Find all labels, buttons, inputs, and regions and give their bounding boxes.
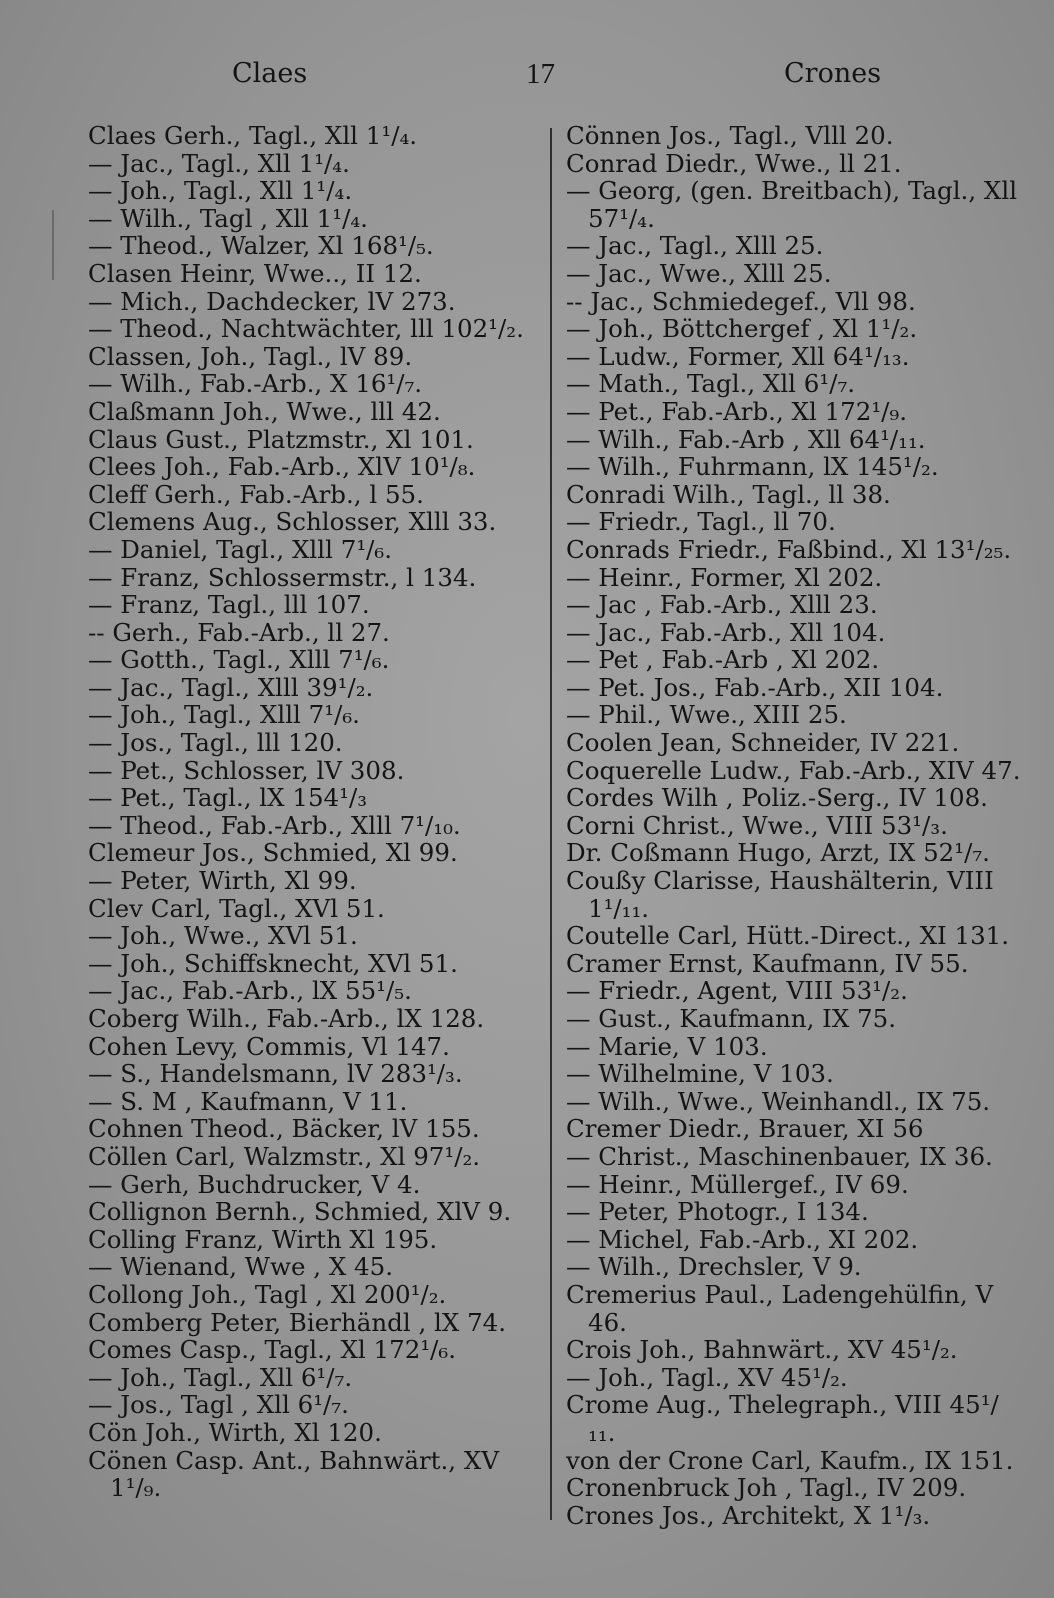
header-last-name: Crones [784,58,882,89]
directory-entry: — Peter, Photogr., I 134. [566,1197,869,1227]
directory-entry: -- Gerh., Fab.-Arb., ll 27. [88,617,390,647]
directory-entry: — Wienand, Wwe , X 45. [88,1252,394,1282]
directory-entry: — Phil., Wwe., XIII 25. [566,700,847,730]
directory-entry: — Jos., Tagl., lll 120. [88,728,343,758]
directory-entry: von der Crone Carl, Kaufm., IX 151. [566,1445,1014,1475]
directory-entry: Corni Christ., Wwe., VIII 53¹/₃. [566,810,948,840]
directory-entry: — Wilh., Fuhrmann, lX 145¹/₂. [566,452,939,482]
directory-entry: Coutelle Carl, Hütt.-Direct., XI 131. [566,921,1010,951]
directory-entry: Dr. Coßmann Hugo, Arzt, IX 52¹/₇. [566,838,990,868]
directory-entry: Clees Joh., Fab.-Arb., XlV 10¹/₈. [88,452,476,482]
directory-entry: — Pet , Fab.-Arb , Xl 202. [566,645,880,675]
directory-entry: Claes Gerh., Tagl., Xll 1¹/₄. [88,121,418,150]
directory-entry: — Gust., Kaufmann, IX 75. [566,1004,897,1033]
directory-entry: Cohen Levy, Commis, Vl 147. [88,1031,450,1061]
directory-entry: Claus Gust., Platzmstr., Xl 101. [88,424,474,454]
directory-entry: Crome Aug., Thelegraph., VIII 45¹/₁₁. [566,1390,999,1447]
directory-entry: — Jac., Tagl., Xlll 25. [566,231,824,261]
directory-entry: Comberg Peter, Bierhändl , lX 74. [88,1307,507,1337]
directory-entry: Clemens Aug., Schlosser, Xlll 33. [88,507,497,537]
directory-entry: — Peter, Wirth, Xl 99. [88,866,357,896]
directory-entry: Coquerelle Ludw., Fab.-Arb., XIV 47. [566,755,1021,785]
directory-entry: Cronenbruck Joh , Tagl., IV 209. [566,1473,967,1503]
directory-entry: — Heinr., Müllergef., IV 69. [566,1169,909,1199]
directory-entry: Cönnen Jos., Tagl., Vlll 20. [566,121,894,150]
directory-entry: — Ludw., Former, Xll 64¹/₁₃. [566,341,910,371]
directory-entry: Clev Carl, Tagl., XVl 51. [88,893,385,923]
directory-entry: — Joh., Böttchergef , Xl 1¹/₂. [566,314,918,344]
directory-entry: — Jac , Fab.-Arb., Xlll 23. [566,590,878,620]
directory-entry: — Friedr., Tagl., ll 70. [566,507,836,537]
directory-entry: Cleff Gerh., Fab.-Arb., l 55. [88,479,424,509]
page-number: 17 [526,58,555,90]
directory-entry: Conrads Friedr., Faßbind., Xl 13¹/₂₅. [566,534,1012,564]
directory-entry: — Wilhelmine, V 103. [566,1059,834,1089]
directory-entry: — Joh., Tagl., Xll 1¹/₄. [88,176,353,206]
directory-entry: — Gerh, Buchdrucker, V 4. [88,1169,421,1199]
directory-entry: — Franz, Tagl., lll 107. [88,590,370,620]
directory-entry: — Theod., Nachtwächter, lll 102¹/₂. [88,314,524,344]
directory-entry: — Math., Tagl., Xll 6¹/₇. [566,369,856,399]
directory-entry: Classen, Joh., Tagl., lV 89. [88,341,413,371]
directory-entry: Comes Casp., Tagl., Xl 172¹/₆. [88,1335,457,1365]
directory-entry: Cöllen Carl, Walzmstr., Xl 97¹/₂. [88,1141,481,1171]
directory-entry: Collignon Bernh., Schmied, XlV 9. [88,1197,512,1227]
directory-entry: — Joh., Tagl., XV 45¹/₂. [566,1362,848,1392]
header-first-name: Claes [232,58,308,89]
left-column [88,122,538,1502]
directory-entry: — Jac., Tagl., Xll 1¹/₄. [88,148,350,178]
directory-entry: — Wilh., Tagl , Xll 1¹/₄. [88,203,368,233]
directory-entry: — Georg, (gen. Breitbach), Tagl., Xll 57¹/₄. [566,176,1018,233]
directory-entry: Crones Jos., Architekt, X 1¹/₃. [566,1500,931,1530]
scan-mark [52,210,54,280]
directory-entry: — Pet., Schlosser, lV 308. [88,755,405,785]
directory-entry: — Gotth., Tagl., Xlll 7¹/₆. [88,645,390,675]
directory-entry: — Franz, Schlossermstr., l 134. [88,562,477,592]
directory-entry: Conradi Wilh., Tagl., ll 38. [566,479,891,509]
directory-entry: Colling Franz, Wirth Xl 195. [88,1224,438,1254]
directory-entry: — Christ., Maschinenbauer, IX 36. [566,1141,993,1171]
directory-entry: — Joh., Tagl., Xll 6¹/₇. [88,1362,353,1392]
directory-entry: — Daniel, Tagl., Xlll 7¹/₆. [88,534,393,564]
directory-entry: — Wilh., Wwe., Weinhandl., IX 75. [566,1086,991,1116]
directory-entry: Cremerius Paul., Ladengehülfin, V 46. [566,1279,994,1337]
directory-entry: — Jac., Wwe., Xlll 25. [566,258,832,288]
directory-entry: — Joh., Schiffsknecht, XVl 51. [88,948,458,978]
directory-entry: — Pet. Jos., Fab.-Arb., XII 104. [566,672,944,702]
directory-entry: — Jac., Tagl., Xlll 39¹/₂. [88,672,374,702]
directory-entry: — Theod., Fab.-Arb., Xlll 7¹/₁₀. [88,810,461,840]
directory-entry: Claßmann Joh., Wwe., lll 42. [88,396,441,426]
directory-entry: — Mich., Dachdecker, lV 273. [88,286,456,316]
directory-entry: — S. M , Kaufmann, V 11. [88,1086,408,1116]
directory-entry: — Joh., Wwe., XVl 51. [88,921,358,951]
directory-entry: — Joh., Tagl., Xlll 7¹/₆. [88,700,360,730]
directory-entry: Cordes Wilh , Poliz.-Serg., IV 108. [566,783,988,813]
column-divider [550,128,552,1520]
directory-entry: Cön Joh., Wirth, Xl 120. [88,1417,382,1447]
directory-entry: — Jac., Fab.-Arb., Xll 104. [566,617,886,647]
directory-entry: Coußy Clarisse, Haushälterin, VIII 1¹/₁₁. [566,866,994,923]
directory-entry: Clasen Heinr, Wwe.., II 12. [88,258,422,288]
directory-entry: Crois Joh., Bahnwärt., XV 45¹/₂. [566,1335,958,1365]
directory-entry: — Pet., Fab.-Arb., Xl 172¹/₉. [566,396,908,426]
directory-entry: — Jac., Fab.-Arb., lX 55¹/₅. [88,976,412,1006]
directory-entry: — Friedr., Agent, VIII 53¹/₂. [566,976,908,1006]
directory-entry: — S., Handelsmann, lV 283¹/₃. [88,1059,463,1089]
directory-entry: Cremer Diedr., Brauer, XI 56 [566,1114,924,1144]
directory-entry: — Marie, V 103. [566,1031,768,1061]
directory-entry: — Jos., Tagl , Xll 6¹/₇. [88,1390,349,1420]
directory-entry: — Theod., Walzer, Xl 168¹/₅. [88,231,434,261]
directory-entry: — Pet., Tagl., lX 154¹/₃ [88,783,368,813]
directory-entry: Cönen Casp. Ant., Bahnwärt., XV 1¹/₉. [88,1445,500,1503]
directory-entry: — Wilh., Fab.-Arb., X 16¹/₇. [88,369,423,399]
directory-entry: — Wilh., Fab.-Arb , Xll 64¹/₁₁. [566,424,926,454]
right-column [566,122,1022,1529]
directory-entry: Cramer Ernst, Kaufmann, IV 55. [566,948,969,978]
directory-entry: Coberg Wilh., Fab.-Arb., lX 128. [88,1004,485,1033]
directory-entry: — Heinr., Former, Xl 202. [566,562,883,592]
directory-entry: Collong Joh., Tagl , Xl 200¹/₂. [88,1279,447,1309]
directory-entry: -- Jac., Schmiedegef., Vll 98. [566,286,916,316]
directory-entry: — Wilh., Drechsler, V 9. [566,1252,862,1282]
directory-entry: Cohnen Theod., Bäcker, lV 155. [88,1114,480,1144]
directory-entry: — Michel, Fab.-Arb., XI 202. [566,1224,919,1254]
directory-entry: Coolen Jean, Schneider, IV 221. [566,728,960,758]
page-header [0,58,1054,98]
directory-entry: Clemeur Jos., Schmied, Xl 99. [88,838,458,868]
directory-entry: Conrad Diedr., Wwe., ll 21. [566,148,902,178]
